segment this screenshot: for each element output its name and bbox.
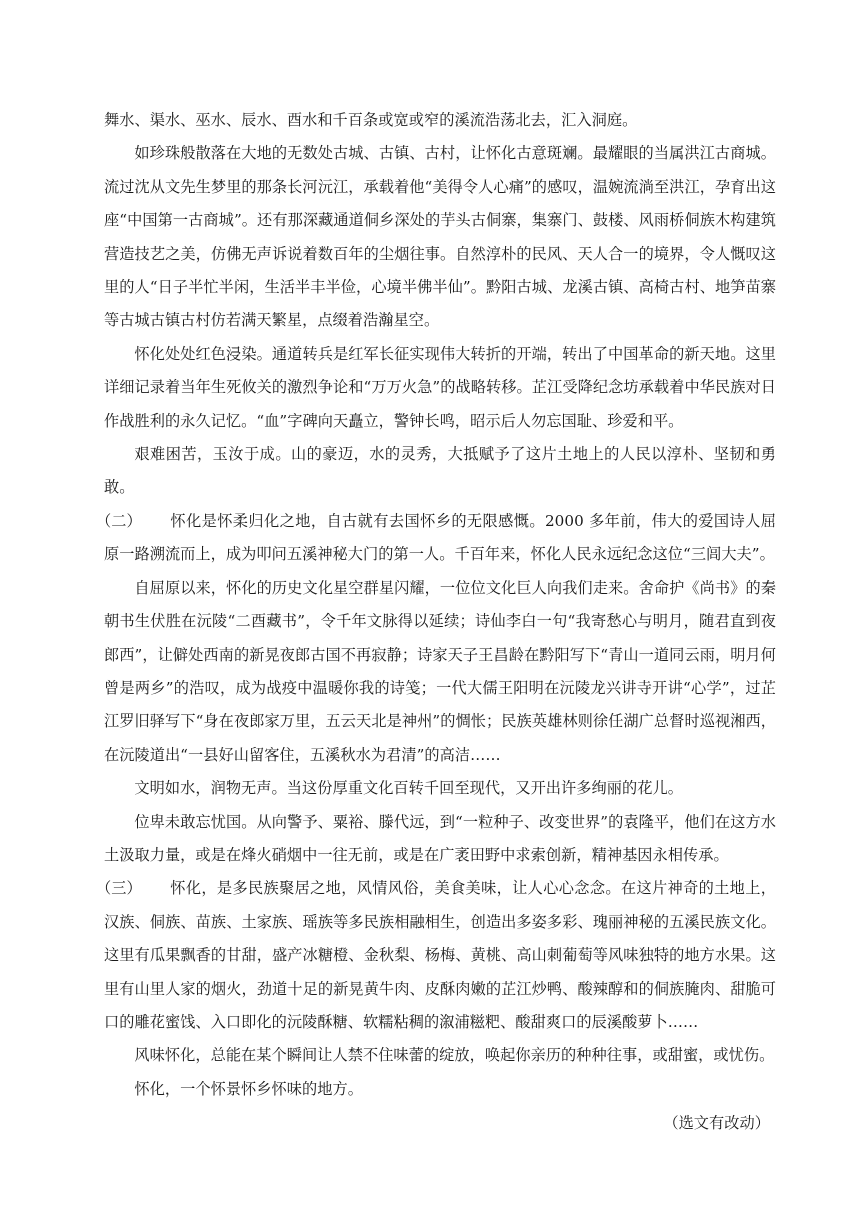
paragraph-civilization: 文明如水，润物无声。当这份厚重文化百转千回至现代，又开出许多绚丽的花儿。 xyxy=(134,779,683,798)
section-three-text: 怀化，是多民族聚居之地，风情风俗，美食美味，让人心心念念。在这片神奇的土地上，汉族、侗族、苗族、土家族、瑶族等多民族相融相生，创造出多姿多彩、瑰丽神秘的五溪民族文化。这里有瓜果飘香的甘甜，盛产冰糖橙、金秋梨、杨梅、黄桃、高山刺葡萄等风味独特的地方水果。这里有山里人家的烟火，劲道十足的新晃黄牛肉、皮酥肉嫩的芷江炒鸭、酸辣醇和的侗族腌肉、甜脆可口的雕花蜜饯、入口即化的沅陵酥糖、软糯粘稠的溆浦糍粑、酸甜爽口的辰溪酸萝卜…… xyxy=(104,879,776,1031)
section-two-paragraph xyxy=(96,505,776,572)
section-marker-two: （二） xyxy=(96,511,142,530)
section-two-text: 怀化是怀柔归化之地，自古就有去国怀乡的无限感慨。2000 多年前，伟大的爱国诗人屈原一路溯流而上，成为叩问五溪神秘大门的第一人。千百年来，怀化人民永远纪念这位“三闾大夫”。 xyxy=(104,511,776,564)
paragraph-red-heritage: 怀化处处红色浸染。通道转兵是红军长征实现伟大转折的开端，转出了中国革命的新天地。这里详细记录着当年生死攸关的激烈争论和“万万火急”的战略转移。芷江受降纪念坊承载着中华民族对日作战胜利的永久记忆。“血”字碑向天矗立，警钟长鸣，昭示后人勿忘国耻、珍爱和平。 xyxy=(104,344,776,430)
paragraph-closing: 怀化，一个怀景怀乡怀味的地方。 xyxy=(134,1079,363,1098)
paragraph-flavor: 风味怀化，总能在某个瞬间让人禁不住味蕾的绽放，唤起你亲历的种种往事，或甜蜜，或忧伤。 xyxy=(134,1046,775,1065)
paragraph-continuation: 舞水、渠水、巫水、辰水、酉水和千百条或宽或窄的溪流浩荡北去，汇入洞庭。 xyxy=(104,111,638,129)
section-marker-three: （三） xyxy=(96,879,142,898)
paragraph-cultural-giants: 自屈原以来，怀化的历史文化星空群星闪耀，一位位文化巨人向我们走来。舍命护《尚书》的秦朝书生伏胜在沅陵“二酉藏书”，令千年文脉得以延续；诗仙李白一句“我寄愁心与明月，随君直到夜郎西”，让僻处西南的新晃夜郎古国不再寂静；诗家天子王昌龄在黔阳写下“青山一道同云雨，明月何曾是两乡”的浩叹，成为战疫中温暖你我的诗笺；一代大儒王阳明在沅陵龙兴讲寺开讲“心学”，过芷江罗旧驿写下“身在夜郎家万里，五云天北是神州”的惆怅；民族英雄林则徐任湖广总督时巡视湘西，在沅陵道出“一县好山留客住，五溪秋水为君清”的高洁…… xyxy=(104,578,776,764)
source-note: （选文有改动） xyxy=(663,1114,770,1133)
article-body xyxy=(96,104,776,1141)
paragraph-patriotism: 位卑未敢忘忧国。从向警予、粟裕、滕代远，到“一粒种子、改变世界”的袁隆平，他们在这方水土汲取力量，或是在烽火硝烟中一往无前，或是在广袤田野中求索创新，精神基因永相传承。 xyxy=(104,812,776,864)
paragraph-ancient-towns: 如珍珠般散落在大地的无数处古城、古镇、古村，让怀化古意斑斓。最耀眼的当属洪江古商城。流过沈从文先生梦里的那条长河沅江，承载着他“美得令人心痛”的感叹，温婉流淌至洪江，孕育出这座“中国第一古商城”。还有那深藏通道侗乡深处的芋头古侗寨，集寨门、鼓楼、风雨桥侗族木构建筑营造技艺之美，仿佛无声诉说着数百年的尘烟往事。自然淳朴的民风、天人合一的境界，令人慨叹这里的人“日子半忙半闲，生活半丰半俭，心境半佛半仙”。黔阳古城、龙溪古镇、高椅古村、地笋苗寨等古城古镇古村仿若满天繁星，点缀着浩瀚星空。 xyxy=(104,144,776,330)
section-three-paragraph xyxy=(96,872,776,1039)
paragraph-hardship: 艰难困苦，玉汝于成。山的豪迈，水的灵秀，大抵赋予了这片土地上的人民以淳朴、坚韧和勇敢。 xyxy=(104,445,776,497)
